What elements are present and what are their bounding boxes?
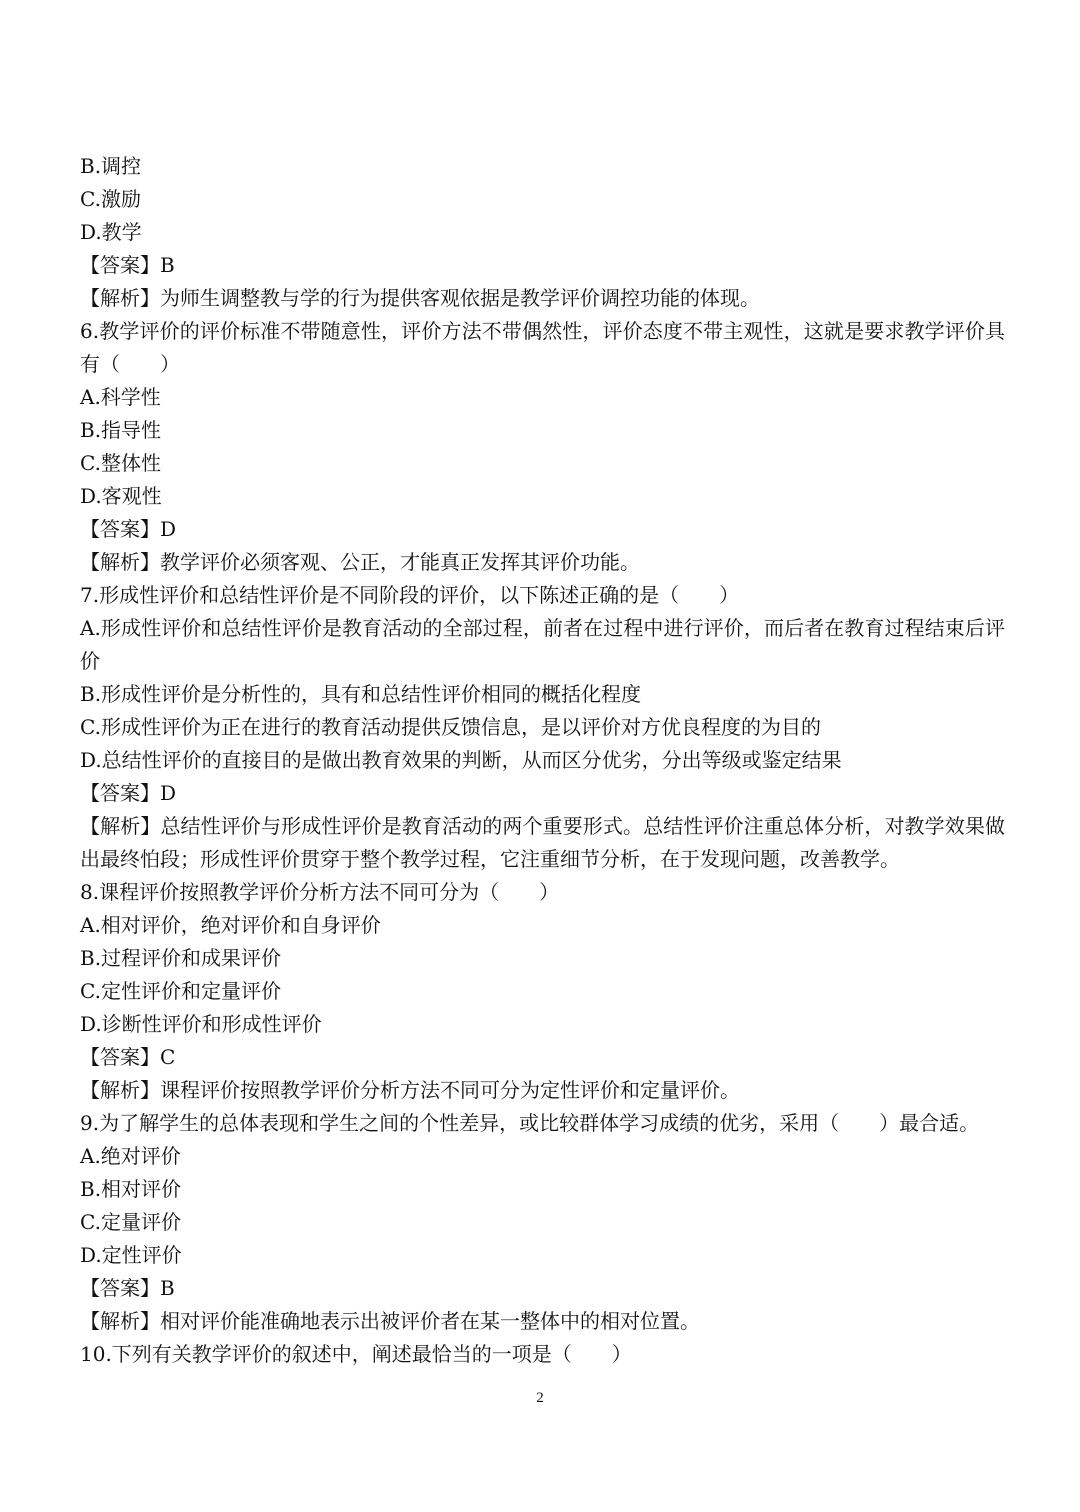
option-line: B.指导性 (80, 418, 162, 442)
answer-line: 【答案】B (80, 1276, 175, 1300)
page-number: 2 (536, 1390, 544, 1406)
option-line: A.相对评价，绝对评价和自身评价 (80, 913, 381, 937)
question-stem: 6.教学评价的评价标准不带随意性，评价方法不带偶然性，评价态度不带主观性，这就是要求教学评价具有（ ） (80, 319, 1005, 376)
option-line: D.定性评价 (80, 1243, 182, 1267)
option-line: C.整体性 (80, 451, 161, 475)
analysis-line: 【解析】为师生调整教与学的行为提供客观依据是教学评价调控功能的体现。 (80, 286, 760, 310)
option-line: C.定性评价和定量评价 (80, 979, 281, 1003)
option-line: D.总结性评价的直接目的是做出教育效果的判断，从而区分优劣，分出等级或鉴定结果 (80, 748, 842, 772)
document-body (80, 150, 1005, 1371)
question-stem: 8.课程评价按照教学评价分析方法不同可分为（ ） (80, 880, 560, 904)
answer-line: 【答案】C (80, 1045, 176, 1069)
option-line: A.科学性 (80, 385, 161, 409)
option-line: D.教学 (80, 220, 142, 244)
answer-line: 【答案】B (80, 253, 175, 277)
analysis-line: 【解析】教学评价必须客观、公正，才能真正发挥其评价功能。 (80, 550, 640, 574)
option-line: A.绝对评价 (80, 1144, 181, 1168)
question-stem: 9.为了解学生的总体表现和学生之间的个性差异，或比较群体学习成绩的优劣，采用（ ）最合适。 (80, 1111, 980, 1135)
question-stem: 10.下列有关教学评价的叙述中，阐述最恰当的一项是（ ） (80, 1342, 632, 1366)
option-line: D.客观性 (80, 484, 162, 508)
analysis-line: 【解析】课程评价按照教学评价分析方法不同可分为定性评价和定量评价。 (80, 1078, 740, 1102)
option-line: A.形成性评价和总结性评价是教育活动的全部过程，前者在过程中进行评价，而后者在教育过程结束后评价 (80, 616, 1005, 673)
option-line: B.调控 (80, 154, 142, 178)
answer-line: 【答案】D (80, 517, 177, 541)
option-line: B.相对评价 (80, 1177, 182, 1201)
question-stem: 7.形成性评价和总结性评价是不同阶段的评价，以下陈述正确的是（ ） (80, 583, 740, 607)
analysis-line: 【解析】总结性评价与形成性评价是教育活动的两个重要形式。总结性评价注重总体分析，对教学效果做出最终怕段；形成性评价贯穿于整个教学过程，它注重细节分析，在于发现问题，改善教学。 (80, 814, 1005, 871)
analysis-line: 【解析】相对评价能准确地表示出被评价者在某一整体中的相对位置。 (80, 1309, 700, 1333)
option-line: B.过程评价和成果评价 (80, 946, 282, 970)
answer-line: 【答案】D (80, 781, 177, 805)
option-line: C.激励 (80, 187, 141, 211)
option-line: C.定量评价 (80, 1210, 181, 1234)
option-line: D.诊断性评价和形成性评价 (80, 1012, 322, 1036)
option-line: C.形成性评价为正在进行的教育活动提供反馈信息，是以评价对方优良程度的为目的 (80, 715, 821, 739)
option-line: B.形成性评价是分析性的，具有和总结性评价相同的概括化程度 (80, 682, 642, 706)
